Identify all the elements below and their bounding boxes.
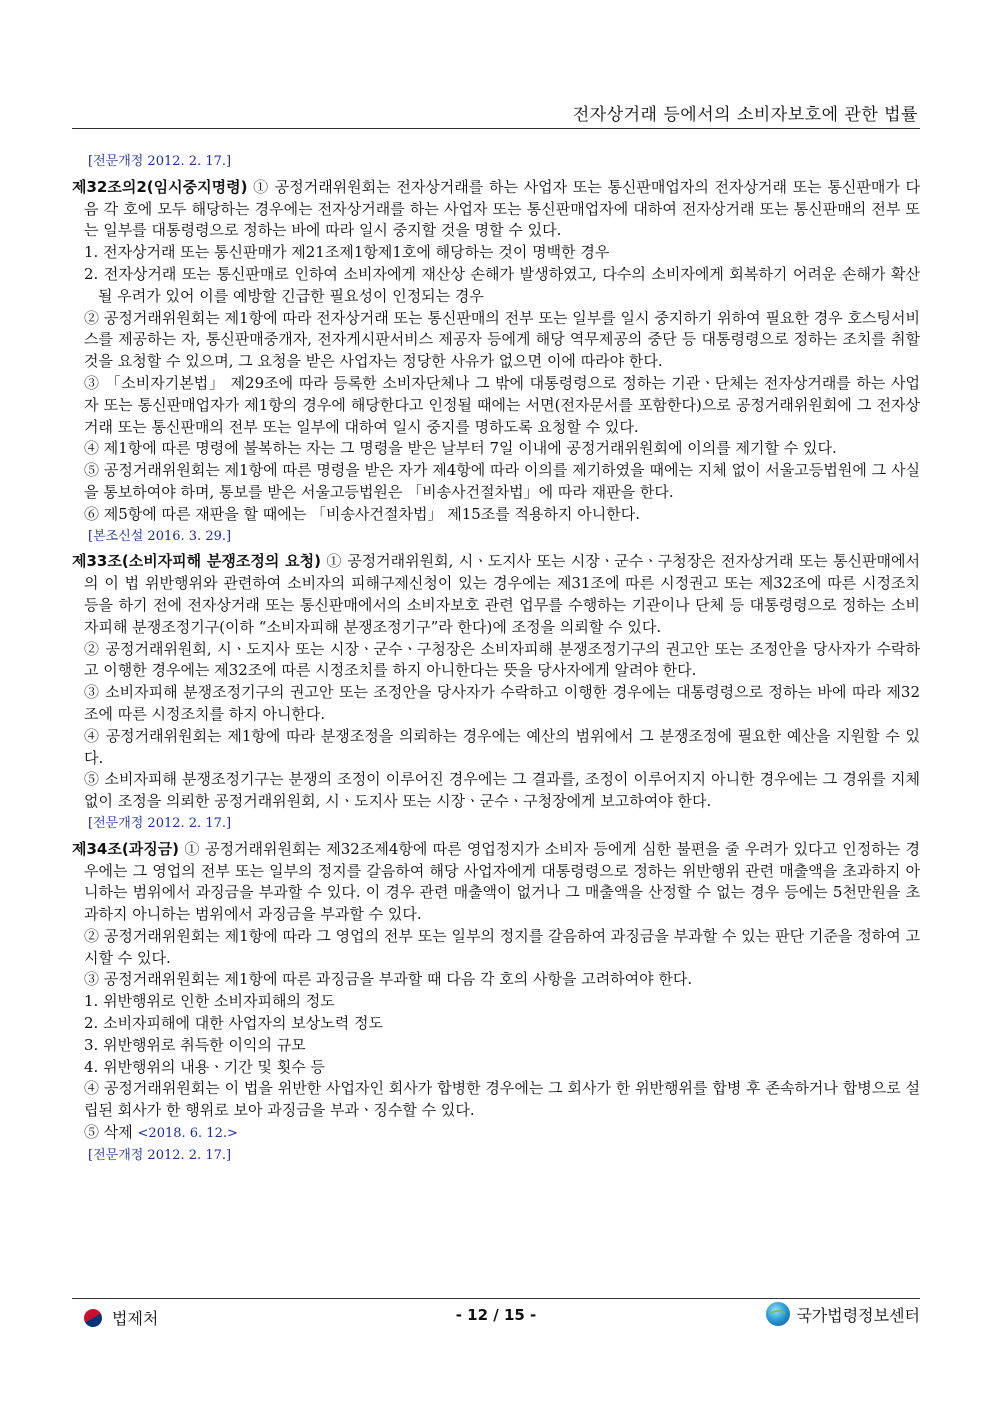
article-33	[72, 551, 920, 834]
header-title: 전자상거래 등에서의 소비자보호에 관한 법률	[572, 105, 918, 125]
paragraph-4: ④ 제1항에 따른 명령에 불복하는 자는 그 명령을 받은 날부터 7일 이내에 공정거래위원회에 이의를 제기할 수 있다.	[84, 439, 837, 458]
header-divider	[72, 128, 920, 129]
list-item: 1. 전자상거래 또는 통신판매가 제21조제1항제1호에 해당하는 것이 명백한 경우	[84, 243, 610, 262]
footer-divider	[72, 1298, 920, 1299]
footer	[72, 1306, 920, 1330]
paragraph-6: ⑥ 제5항에 따른 재판을 할 때에는 「비송사건절차법」 제15조를 적용하지 아니한다.	[84, 504, 641, 523]
paragraph-1: ① 공정거래위원회, 시ㆍ도지사 또는 시장ㆍ군수ㆍ구청장은 전자상거래 또는 통신판매에서의 이 법 위반행위와 관련하여 소비자의 피해구제신청이 있는 경우에는 제31조에 따른 시정권고 또는 제32조에 따른 시정조치 등을 하기 전에 전자상거래 또는 통신판매에서의 소비자보호 관련 업무를 수행하는 기관이나 단체 등 대통령령으로 정하는 소비자피해 분쟁조정기구(이하 “소비자피해 분쟁조정기구”라 한다)에 조정을 의뢰할 수 있다.	[84, 552, 920, 636]
footer-center-name: 국가법령정보센터	[796, 1305, 920, 1325]
list-item: 4. 위반행위의 내용ㆍ기간 및 횟수 등	[84, 1057, 326, 1076]
paragraph-3: ③ 공정거래위원회는 제1항에 따른 과징금을 부과할 때 다음 각 호의 사항을 고려하여야 한다.	[84, 970, 693, 989]
globe-logo-icon	[766, 1302, 790, 1326]
paragraph-4: ④ 공정거래위원회는 이 법을 위반한 사업자인 회사가 합병한 경우에는 그 회사가 한 위반행위를 합병 후 존속하거나 합병으로 설립된 회사가 한 행위로 보아 과징금을 부과ㆍ징수할 수 있다.	[84, 1079, 920, 1120]
revision-tag: [전문개정 2012. 2. 17.]	[88, 1147, 232, 1163]
footer-org: 법제처	[112, 1309, 159, 1328]
paragraph-3: ③ 소비자피해 분쟁조정기구의 권고안 또는 조정안을 당사자가 수락하고 이행한 경우에는 대통령령으로 정하는 바에 따라 제32조에 따른 시정조치를 하지 아니한다.	[84, 683, 920, 723]
revision-tag: [전문개정 2012. 2. 17.]	[88, 154, 232, 169]
paragraph-2: ② 공정거래위원회는 제1항에 따라 전자상거래 또는 통신판매의 전부 또는 일부를 일시 중지하기 위하여 필요한 경우 호스팅서비스를 제공하는 자, 통신판매중개자, 전자게시판서비스 제공자 등에게 해당 역무제공의 중단 등 대통령령으로 정하는 조치를 취할 것을 요청할 수 있으며, 그 요청을 받은 사업자는 정당한 사유가 없으면 이에 따라야 한다.	[84, 308, 920, 371]
paragraph-5-label: ⑤ 삭제	[84, 1123, 133, 1142]
list-item: 2. 소비자피해에 대한 사업자의 보상노력 정도	[84, 1014, 383, 1033]
page-number: - 12 / 15 -	[455, 1306, 537, 1324]
revision-tag: [본조신설 2016. 3. 29.]	[88, 528, 232, 544]
paragraph-4: ④ 공정거래위원회는 제1항에 따라 분쟁조정을 의뢰하는 경우에는 예산의 범위에서 그 분쟁조정에 필요한 예산을 지원할 수 있다.	[84, 726, 920, 767]
article-heading-paragraph	[72, 177, 920, 242]
paragraph-1: ① 공정거래위원회는 제32조제4항에 따른 영업정지가 소비자 등에게 심한 불편을 줄 우려가 있다고 인정하는 경우에는 그 영업의 전부 또는 일부의 정지를 갈음하여 해당 사업자에게 대통령령으로 정하는 위반행위 관련 매출액을 초과하지 아니하는 범위에서 과징금을 부과할 수 있다. 이 경우 관련 매출액이 없거나 그 매출액을 산정할 수 없는 경우 등에는 5천만원을 초과하지 아니하는 범위에서 과징금을 부과할 수 있다.	[84, 839, 920, 924]
list-item: 2. 전자상거래 또는 통신판매로 인하여 소비자에게 재산상 손해가 발생하였고, 다수의 소비자에게 회복하기 어려운 손해가 확산될 우려가 있어 이를 예방할 긴급한 필요성이 인정되는 경우	[84, 264, 920, 305]
article-title: 제32조의2(임시중지명령)	[72, 177, 248, 196]
amendment-date: <2018. 6. 12.>	[137, 1126, 238, 1142]
article-34	[72, 839, 920, 1167]
article-heading-paragraph	[72, 839, 920, 926]
paragraph-2: ② 공정거래위원회, 시ㆍ도지사 또는 시장ㆍ군수ㆍ구청장은 소비자피해 분쟁조정기구의 권고안 또는 조정안을 당사자가 수락하고 이행한 경우에는 제32조에 따른 시정조치를 하지 아니한다는 뜻을 당사자에게 알려야 한다.	[84, 639, 920, 680]
paragraph-5: ⑤ 소비자피해 분쟁조정기구는 분쟁의 조정이 이루어진 경우에는 그 결과를, 조정이 이루어지지 아니한 경우에는 그 경위를 지체 없이 조정을 의뢰한 공정거래위원회, 시ㆍ도지사 또는 시장ㆍ군수ㆍ구청장에게 보고하여야 한다.	[84, 770, 920, 811]
list-item: 3. 위반행위로 취득한 이익의 규모	[84, 1035, 306, 1054]
paragraph-5: ⑤ 공정거래위원회는 제1항에 따른 명령을 받은 자가 제4항에 따라 이의를 제기하였을 때에는 지체 없이 서울고등법원에 그 사실을 통보하여야 하며, 통보를 받은 서울고등법원은 「비송사건절차법」에 따라 재판을 한다.	[84, 461, 920, 501]
paragraph-2: ② 공정거래위원회는 제1항에 따라 그 영업의 전부 또는 일부의 정지를 갈음하여 과징금을 부과할 수 있는 판단 기준을 정하여 고시할 수 있다.	[84, 926, 920, 967]
footer-right	[766, 1302, 920, 1326]
article-title: 제33조(소비자피해 분쟁조정의 요청)	[72, 552, 321, 571]
revision-tag: [전문개정 2012. 2. 17.]	[88, 815, 232, 831]
article-32-2	[72, 177, 920, 548]
paragraph-5	[72, 1122, 920, 1145]
article-title: 제34조(과징금)	[72, 839, 180, 858]
list-item: 1. 위반행위로 인한 소비자피해의 정도	[84, 992, 335, 1011]
paragraph-1: ① 공정거래위원회는 전자상거래를 하는 사업자 또는 통신판매업자의 전자상거래 또는 통신판매가 다음 각 호에 모두 해당하는 경우에는 전자상거래를 하는 사업자 또는 통신판매업자에 대하여 전자상거래 또는 통신판매의 전부 또는 일부를 대통령령으로 정하는 바에 따라 일시 중지할 것을 명할 수 있다.	[84, 177, 920, 240]
article-heading-paragraph	[72, 551, 920, 638]
paragraph-3: ③ 「소비자기본법」 제29조에 따라 등록한 소비자단체나 그 밖에 대통령령으로 정하는 기관ㆍ단체는 전자상거래를 하는 사업자 또는 통신판매업자가 제1항의 경우에 해당한다고 인정될 때에는 서면(전자문서를 포함한다)으로 공정거래위원회에 그 전자상거래 또는 통신판매의 전부 또는 일부에 대하여 일시 중지를 명하도록 요청할 수 있다.	[84, 373, 920, 436]
document-body	[72, 151, 920, 1167]
